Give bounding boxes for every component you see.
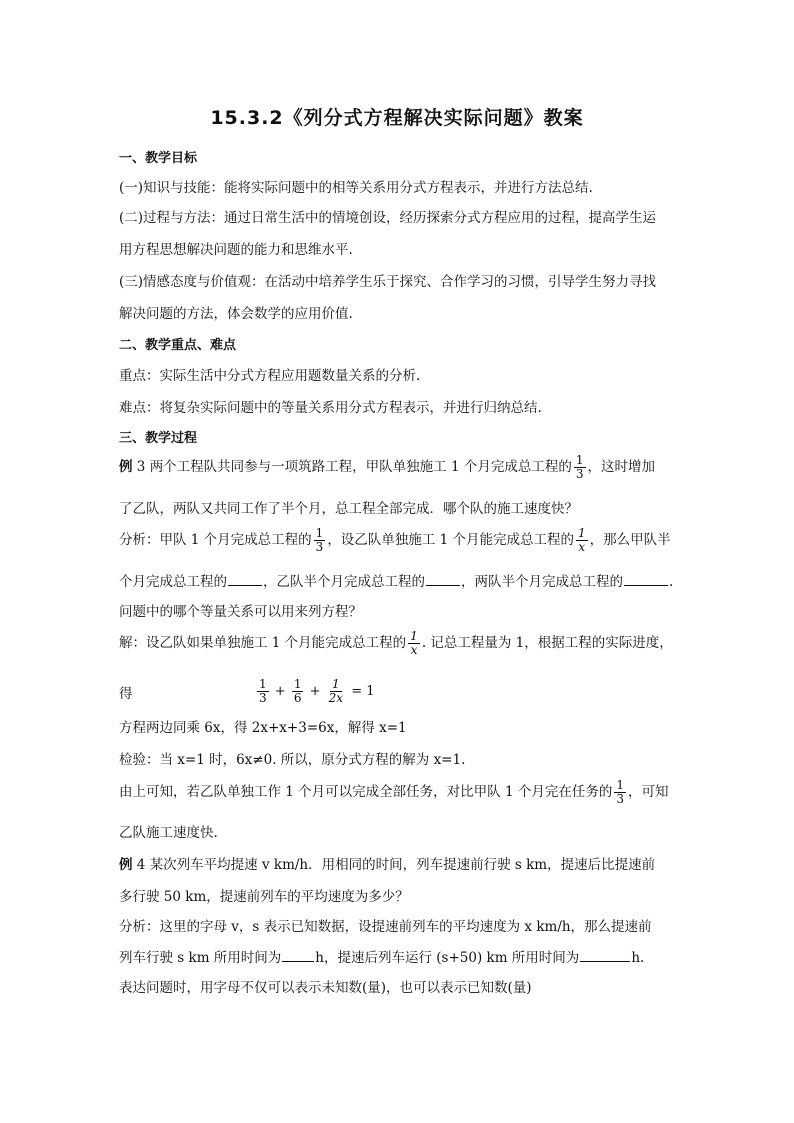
analysis3-line2 — [119, 570, 689, 590]
analysis-text: 分析：甲队 1 个月完成总工程的 — [119, 532, 312, 548]
conclusion3-line2: 乙队施工速度快. — [119, 825, 218, 841]
objective-process-line2: 用方程思想解决问题的能力和思维水平. — [119, 242, 353, 258]
example3-text: 两个工程队共同参与一项筑路工程，甲队单独施工 1 个月完成总工程的 — [149, 459, 572, 475]
analysis-text: ，那么甲队半 — [589, 532, 671, 548]
equation — [255, 678, 375, 705]
fraction-one-over-x: $\frac{1}{x}$ — [410, 629, 418, 657]
fraction-one-third: $\frac{1}{3}$ — [259, 677, 267, 705]
analysis3-line1 — [119, 527, 689, 554]
fill-blank[interactable] — [228, 572, 262, 586]
fill-blank[interactable] — [282, 948, 314, 962]
equals-one: = 1 — [351, 684, 375, 699]
example-label: 例 — [119, 459, 133, 475]
example3-text-end: ，这时增加 — [587, 459, 655, 475]
conclusion-text: ，可知 — [627, 784, 669, 800]
conclusion3-line1 — [119, 779, 689, 806]
analysis4-line2 — [119, 946, 689, 966]
fill-blank[interactable] — [580, 948, 630, 962]
analysis-text: h. — [631, 950, 645, 966]
example-number: 3 — [136, 459, 146, 475]
example4-line2: 多行驶 50 km，提速前列车的平均速度为多少？ — [119, 889, 409, 905]
plus-sign: + — [309, 684, 321, 699]
solution-text: . 记总工程量为 1，根据工程的实际进度， — [421, 635, 673, 651]
objective-attitude-line1: (三)情感态度与价值观：在活动中培养学生乐于探究、合作学习的习惯，引导学生努力寻找 — [119, 274, 657, 290]
key-point: 重点：实际生活中分式方程应用题数量关系的分析. — [119, 368, 421, 384]
fraction-one-third: $\frac{1}{3}$ — [575, 453, 584, 481]
example-number: 4 — [136, 857, 146, 873]
analysis-text: ，乙队半个月完成总工程的 — [263, 574, 425, 590]
analysis4-line1: 分析：这里的字母 v，s 表示已知数据，设提速前列车的平均速度为 x km/h，那么提速前 — [119, 919, 652, 935]
multiply-step: 方程两边同乘 6x，得 2x+x+3=6x，解得 x=1 — [119, 720, 407, 736]
analysis4-note: 表达问题时，用字母不仅可以表示未知数(量)，也可以表示已知数(量) — [119, 980, 532, 996]
difficult-point: 难点：将复杂实际问题中的等量关系用分式方程表示，并进行归纳总结. — [119, 400, 542, 416]
example3-line2: 了乙队，两队又共同工作了半个月，总工程全部完成．哪个队的施工速度快？ — [119, 501, 578, 517]
solution-text: 解：设乙队如果单独施工 1 个月能完成总工程的 — [119, 635, 407, 651]
objective-attitude-line2: 解决问题的方法，体会数学的应用价值. — [119, 306, 353, 322]
fraction-one-over-x: $\frac{1}{x}$ — [577, 526, 586, 554]
objective-process-line1: (二)过程与方法：通过日常生活中的情境创设，经历探索分式方程应用的过程，提高学生运 — [119, 210, 657, 226]
fraction-one-third: $\frac{1}{3}$ — [315, 526, 324, 554]
example4-text: 某次列车平均提速 v km/h．用相同的时间，列车提速前行驶 s km，提速后比提速前 — [149, 857, 656, 873]
fraction-one-over-2x: $\frac{1}{2x}$ — [328, 677, 344, 705]
example3-line1 — [119, 454, 689, 481]
example-label: 例 — [119, 857, 133, 873]
fill-blank[interactable] — [624, 572, 668, 586]
section-heading-process: 三、教学过程 — [119, 431, 198, 446]
analysis3-question: 问题中的哪个等量关系可以用来列方程？ — [119, 604, 362, 620]
section-heading-key-points: 二、教学重点、难点 — [119, 338, 237, 353]
analysis-text: 列车行驶 s km 所用时间为 — [119, 950, 282, 966]
fraction-one-sixth: $\frac{1}{6}$ — [293, 677, 302, 705]
analysis-text: h，提速后列车运行 (s+50) km 所用时间为 — [315, 950, 580, 966]
section-heading-objectives: 一、教学目标 — [119, 151, 198, 166]
analysis-text: 个月完成总工程的 — [119, 574, 227, 590]
solution3-de: 得 — [119, 686, 133, 702]
solution3-line1 — [119, 630, 689, 657]
fill-blank[interactable] — [426, 572, 460, 586]
objective-knowledge: (一)知识与技能：能将实际问题中的相等关系用分式方程表示，并进行方法总结. — [119, 180, 593, 196]
plus-sign: + — [274, 684, 286, 699]
check-step: 检验：当 x=1 时，6x≠0. 所以，原分式方程的解为 x=1. — [119, 752, 466, 768]
analysis-text: . — [669, 574, 674, 590]
fraction-one-third: $\frac{1}{3}$ — [616, 778, 624, 806]
analysis-text: ，两队半个月完成总工程的 — [461, 574, 623, 590]
page-title: 15.3.2《列分式方程解决实际问题》教案 — [210, 107, 584, 129]
conclusion-text: 由上可知，若乙队单独工作 1 个月可以完成全部任务，对比甲队 1 个月完在任务的 — [119, 784, 613, 800]
example4-line1 — [119, 853, 689, 873]
analysis-text: ，设乙队单独施工 1 个月能完成总工程的 — [327, 532, 574, 548]
